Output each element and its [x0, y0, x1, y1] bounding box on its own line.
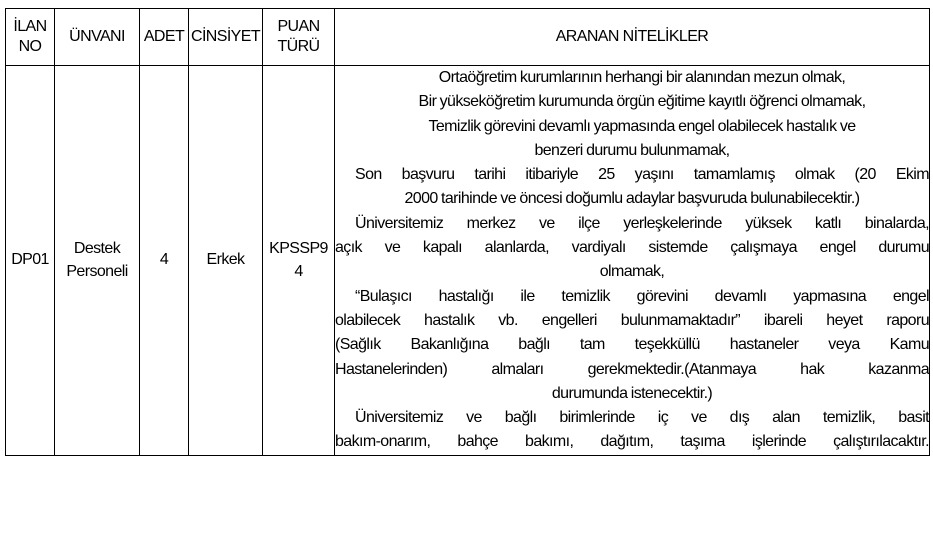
header-ilan-no: İLAN NO [6, 9, 55, 66]
requirement-line: Son başvuru tarihi itibariyle 25 yaşını tamamlamış olmak (20 Ekim [355, 166, 929, 184]
cell-unvani: Destek Personeli [55, 66, 140, 456]
header-puan-turu: PUAN TÜRÜ [263, 9, 335, 66]
cell-adet: 4 [140, 66, 189, 456]
requirement-line: benzeri durumu bulunmamak, [534, 141, 730, 159]
header-cinsiyet: CİNSİYET [189, 9, 263, 66]
requirement-line: Bir yükseköğretim kurumunda örgün eğitime kayıtlı öğrenci olmamak, [418, 93, 866, 111]
cell-aranan-nitelikler [335, 66, 930, 456]
table-row [6, 66, 930, 456]
header-aranan-nitelikler: ARANAN NİTELİKLER [335, 9, 930, 66]
requirement-line: durumunda istenecektir.) [551, 384, 713, 402]
requirement-line: “Bulaşıcı hastalığı ile temizlik görevini devamlı yapmasına engel [355, 287, 929, 305]
table-header-row [6, 9, 930, 66]
header-adet: ADET [140, 9, 189, 66]
requirement-line: (Sağlık Bakanlığına bağlı tam teşekküllü hastaneler veya Kamu [335, 336, 929, 354]
requirement-line: Hastanelerinden) almaları gerekmektedir.(Atanmaya hak kazanma [335, 360, 929, 378]
cell-cinsiyet: Erkek [189, 66, 263, 456]
requirement-line: bakım-onarım, bahçe bakımı, dağıtım, taşıma işlerinde çalıştırılacaktır. [335, 433, 929, 451]
requirement-line: 2000 tarihinde ve öncesi doğumlu adaylar başvuruda bulunabilecektir.) [404, 190, 860, 208]
previous-page-text-fragment [0, 0, 933, 6]
job-posting-table [5, 8, 930, 456]
requirement-line: olabilecek hastalık vb. engelleri bulunmamaktadır” ibareli heyet raporu [335, 311, 929, 329]
header-unvani: ÜNVANI [55, 9, 140, 66]
requirement-line: açık ve kapalı alanlarda, vardiyalı sistemde çalışmaya engel durumu [335, 239, 929, 257]
requirement-line: olmamak, [599, 263, 665, 281]
requirement-line: Üniversitemiz ve bağlı birimlerinde iç ve dış alan temizlik, basit [355, 409, 929, 427]
requirement-line: Temizlik görevini devamlı yapmasında engel olabilecek hastalık ve [428, 117, 856, 135]
requirement-line: Ortaöğretim kurumlarının herhangi bir alanından mezun olmak, [438, 69, 846, 86]
requirement-line: Üniversitemiz merkez ve ilçe yerleşkelerinde yüksek katlı binalarda, [355, 214, 929, 232]
cell-puan-turu: KPSSP9 4 [263, 66, 335, 456]
cell-ilan-no: DP01 [6, 66, 55, 456]
